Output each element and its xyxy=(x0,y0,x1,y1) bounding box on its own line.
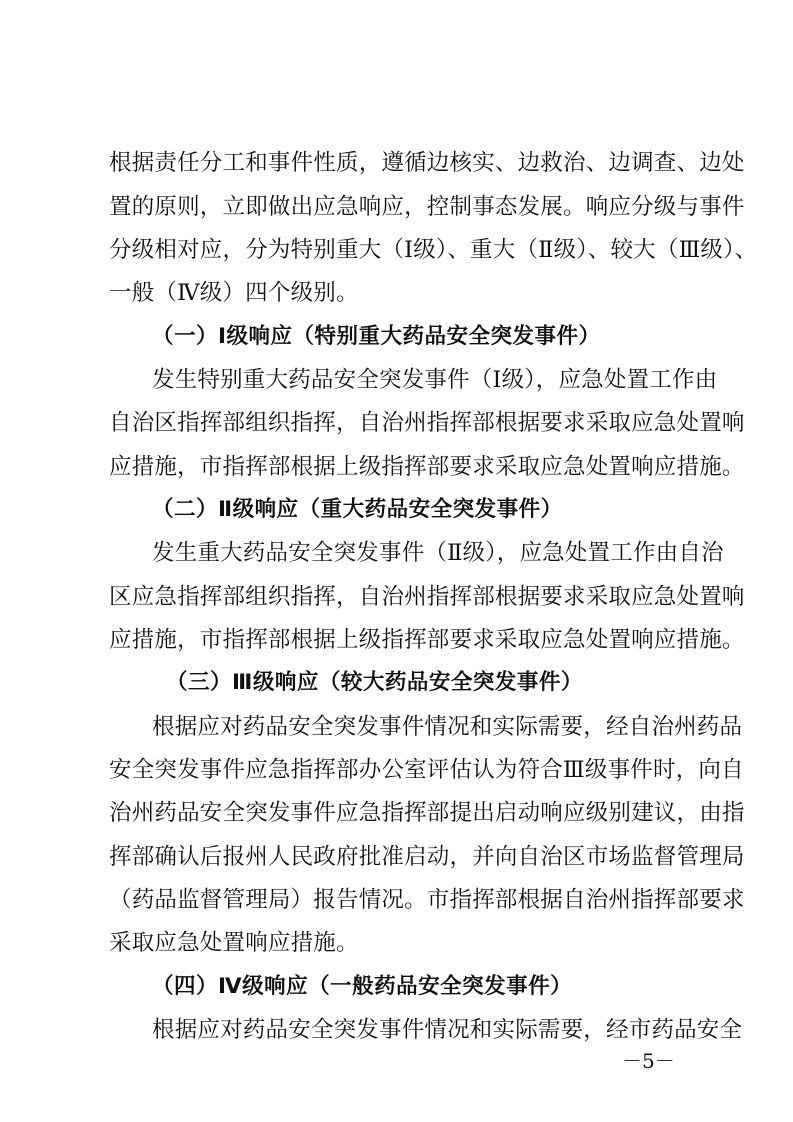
paragraph-line: 采取应急处置响应措施。 xyxy=(109,930,359,956)
section-heading-3: （三）Ⅲ级响应（较大药品安全突发事件） xyxy=(166,670,583,695)
paragraph-line: 根据应对药品安全突发事件情况和实际需要，经自治州药品 xyxy=(152,714,743,740)
paragraph-line: 治州药品安全突发事件应急指挥部提出启动响应级别建议，由指 xyxy=(109,800,745,826)
paragraph-line: 挥部确认后报州人民政府批准启动，并向自治区市场监督管理局 xyxy=(109,844,745,870)
paragraph-line: 自治区指挥部组织指挥，自治州指挥部根据要求采取应急处置响 xyxy=(109,410,745,436)
paragraph-line: 置的原则，立即做出应急响应，控制事态发展。响应分级与事件 xyxy=(109,194,745,220)
section-heading-1: （一）Ⅰ级响应（特别重大药品安全突发事件） xyxy=(152,324,601,349)
paragraph-line: 区应急指挥部组织指挥，自治州指挥部根据要求采取应急处置响 xyxy=(109,584,745,610)
page-number: －5－ xyxy=(622,1049,675,1073)
paragraph-line: 发生特别重大药品安全突发事件（Ⅰ级），应急处置工作由 xyxy=(152,367,718,393)
paragraph-line: 分级相对应，分为特别重大（Ⅰ级）、重大（Ⅱ级）、较大（Ⅲ级）、 xyxy=(109,237,758,263)
section-heading-4: （四）Ⅳ级响应（一般药品安全突发事件） xyxy=(152,974,573,999)
paragraph-line: 应措施，市指挥部根据上级指挥部要求采取应急处置响应措施。 xyxy=(109,627,745,653)
paragraph-line: 安全突发事件应急指挥部办公室评估认为符合Ⅲ级事件时，向自 xyxy=(109,757,744,783)
paragraph-line: 根据应对药品安全突发事件情况和实际需要，经市药品安全 xyxy=(152,1017,743,1043)
paragraph-line: 根据责任分工和事件性质，遵循边核实、边救治、边调查、边处 xyxy=(109,150,745,176)
paragraph-line: 应措施，市指挥部根据上级指挥部要求采取应急处置响应措施。 xyxy=(109,454,745,480)
paragraph-line: 发生重大药品安全突发事件（Ⅱ级），应急处置工作由自治 xyxy=(152,540,724,566)
paragraph-line: 一般（Ⅳ级）四个级别。 xyxy=(109,280,359,306)
section-heading-2: （二）Ⅱ级响应（重大药品安全突发事件） xyxy=(152,497,563,522)
paragraph-line: （药品监督管理局）报告情况。市指挥部根据自治州指挥部要求 xyxy=(109,887,745,913)
